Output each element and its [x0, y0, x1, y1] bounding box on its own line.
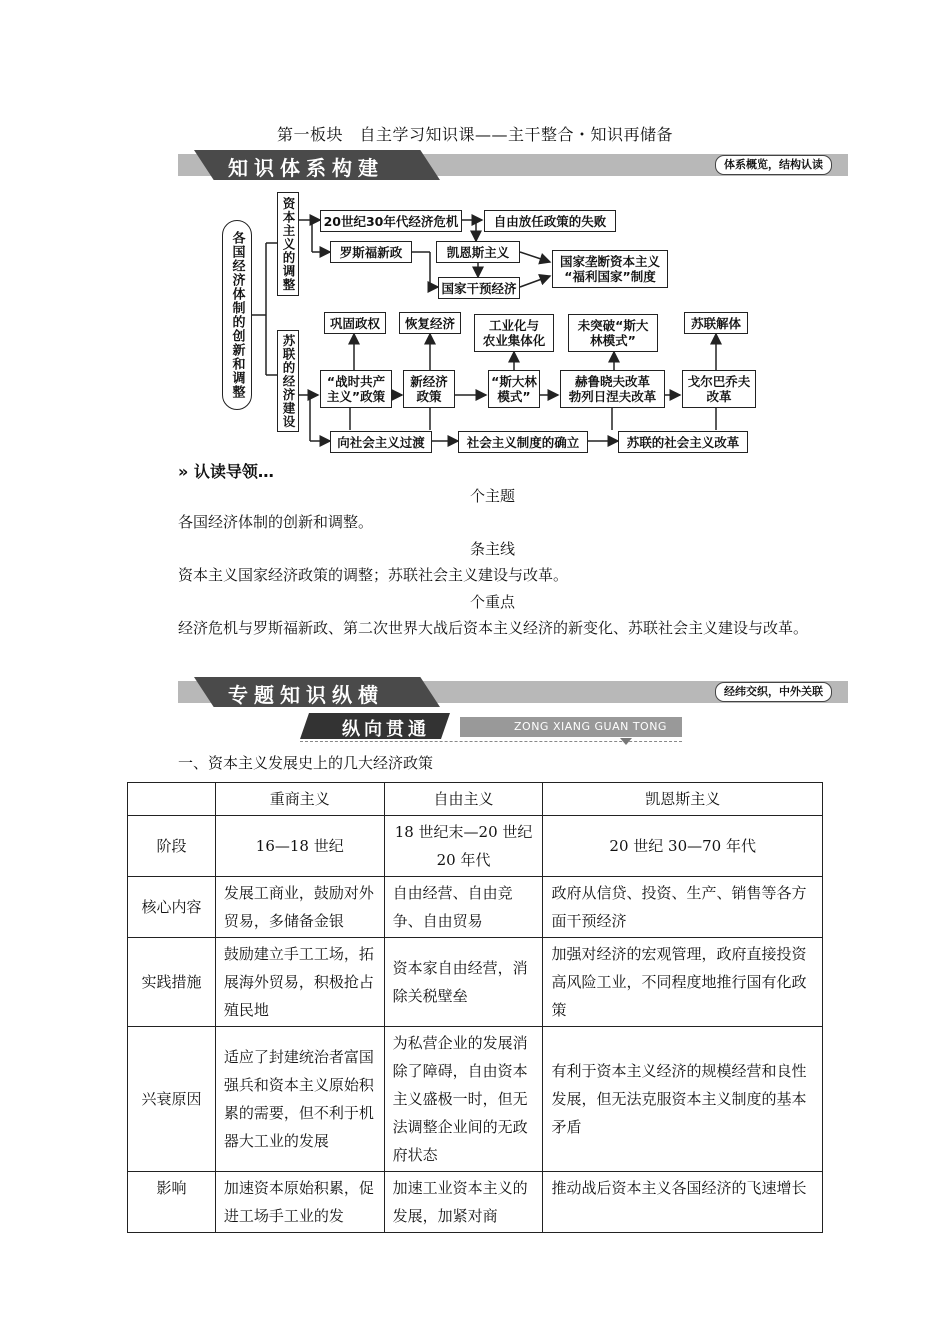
node-industrialization: 工业化与 农业集体化: [474, 314, 554, 352]
node-crisis: 20世纪30年代经济危机: [320, 210, 462, 232]
page-title: 第一板块 自主学习知识课——主干整合・知识再储备: [276, 125, 673, 144]
down-triangle-icon: [620, 738, 632, 745]
policy-table: [127, 782, 823, 1233]
focus-text: 经济危机与罗斯福新政、第二次世界大战后资本主义经济的新变化、苏联社会主义建设与改革。: [178, 619, 809, 637]
node-system-established: 社会主义制度的确立: [458, 431, 588, 453]
diagram-branch-soviet: 苏联的经济建设: [277, 330, 299, 432]
table-row: 实践措施 鼓励建立手工工场，拓展海外贸易，积极抢占殖民地 资本家自由经营，消除关税壁垒 加强对经济的宏观管理，政府直接投资高风险工业，不同程度地推行国有化政策: [128, 938, 823, 1027]
double-chevron-icon: »: [178, 462, 189, 481]
table-header-row: 重商主义 自由主义 凯恩斯主义: [128, 783, 823, 816]
diagram-root: 各国经济体制的创新和调整: [222, 220, 252, 410]
banner-tag: 经纬交织，中外关联: [715, 682, 832, 702]
table-row: 核心内容 发展工商业，鼓励对外贸易，多储备金银 自由经营、自由竞争、自由贸易 政府从信贷、投资、生产、销售等各方面干预经济: [128, 877, 823, 938]
mainline-label: 条主线: [469, 540, 515, 558]
node-welfare-state: 国家垄断资本主义 “福利国家”制度: [552, 250, 668, 288]
node-ussr-collapse: 苏联解体: [684, 312, 748, 334]
node-consolidate-power: 巩固政权: [324, 312, 386, 334]
node-stalin-model: “斯大林 模式”: [488, 370, 540, 408]
banner-tag: 体系概览，结构认读: [715, 155, 832, 175]
node-gorbachev: 戈尔巴乔夫 改革: [682, 370, 756, 408]
node-restore-economy: 恢复经济: [399, 312, 461, 334]
section-banner-knowledge-system: [178, 150, 848, 180]
sub-banner-title: 纵向贯通: [342, 719, 430, 740]
table-row: 影响 加速资本原始积累，促进工场手工业的发 加速工业资本主义的发展，加紧对商 推动战后资本主义各国经济的飞速增长: [128, 1172, 823, 1233]
guide-heading: » 认读导领…: [178, 462, 274, 481]
node-keynesian: 凯恩斯主义: [436, 241, 520, 263]
banner-title: 知识体系构建: [228, 156, 384, 180]
node-no-breakthrough: 未突破“斯大 林模式”: [568, 314, 658, 352]
table-row: 阶段 16—18 世纪 18 世纪末—20 世纪 20 年代 20 世纪 30—70 年代: [128, 816, 823, 877]
theme-label: 个主题: [469, 487, 515, 505]
sub-banner: [300, 713, 682, 743]
section-banner-topic-knowledge: [178, 677, 848, 707]
focus-label: 个重点: [469, 593, 515, 611]
section-heading: 一、资本主义发展史上的几大经济政策: [178, 754, 434, 772]
table-row: 兴衰原因 适应了封建统治者富国强兵和资本主义原始积累的需要，但不利于机器大工业的发展 为私营企业的发展消除了障碍，自由资本主义盛极一时，但无法调整企业间的无政府状态 有利于资本主义经济的规模经营和良性发展，但无法克服资本主义制度的基本矛盾: [128, 1027, 823, 1172]
node-new-deal: 罗斯福新政: [330, 241, 412, 263]
node-war-communism: “战时共产 主义”政策: [320, 370, 392, 408]
node-state-intervention: 国家干预经济: [438, 277, 520, 299]
node-transition: 向社会主义过渡: [330, 431, 432, 453]
theme-text: 各国经济体制的创新和调整。: [178, 513, 374, 531]
banner-title: 专题知识纵横: [228, 683, 384, 707]
node-laissez-faire-failure: 自由放任政策的失败: [484, 210, 616, 232]
node-nep: 新经济 政策: [403, 370, 455, 408]
mainline-text: 资本主义国家经济政策的调整；苏联社会主义建设与改革。: [178, 566, 569, 584]
node-soviet-reform: 苏联的社会主义改革: [618, 431, 748, 453]
diagram-branch-capitalism: 资本主义的调整: [277, 192, 299, 296]
node-khrushchev-brezhnev: 赫鲁晓夫改革 勃列日涅夫改革: [560, 370, 665, 408]
sub-banner-subtitle: ZONG XIANG GUAN TONG: [514, 720, 667, 733]
